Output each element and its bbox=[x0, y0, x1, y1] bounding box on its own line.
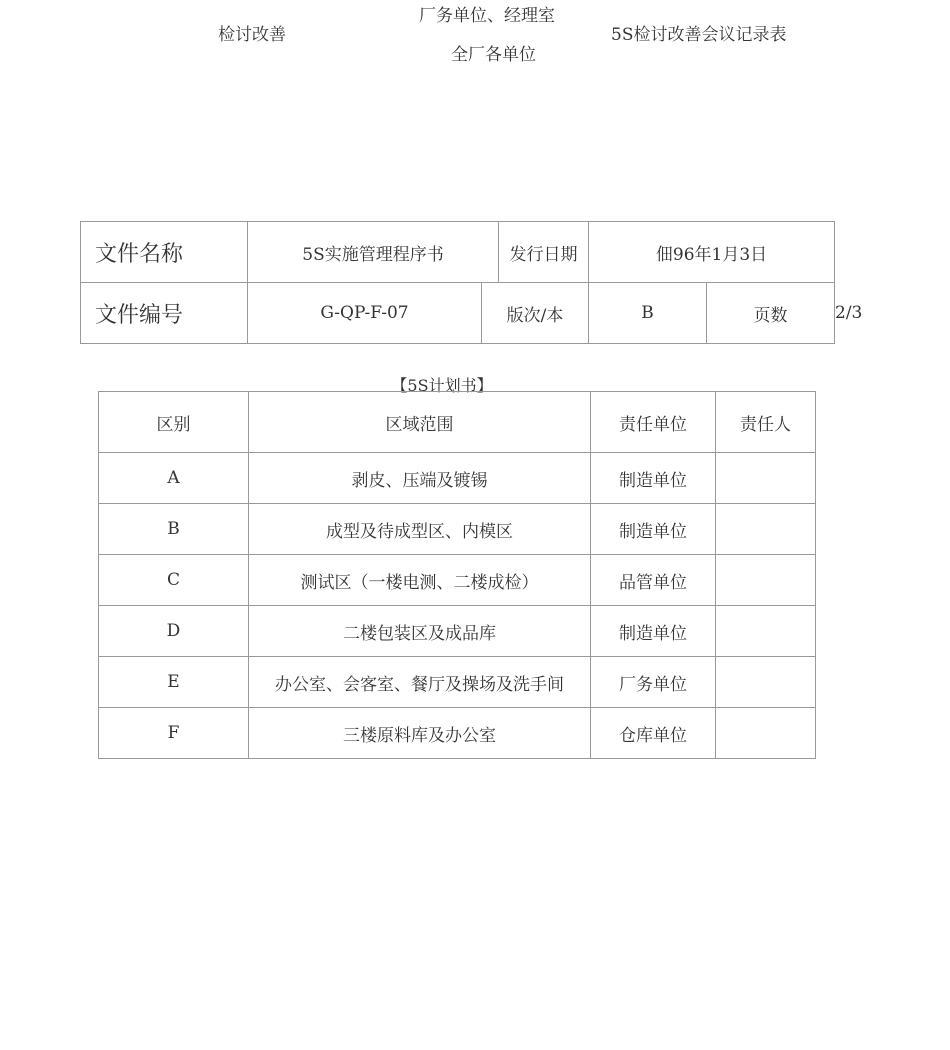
row-unit: 制造单位 bbox=[591, 504, 716, 555]
row-area: 成型及待成型区、内模区 bbox=[249, 504, 591, 555]
row-area: 办公室、会客室、餐厅及操场及洗手间 bbox=[249, 657, 591, 708]
row-code: F bbox=[99, 708, 249, 759]
plan-header-row bbox=[99, 392, 816, 453]
plan-table bbox=[98, 391, 816, 759]
issue-date-value: 佃96年1月3日 bbox=[589, 222, 835, 283]
row-unit: 制造单位 bbox=[591, 453, 716, 504]
issue-date-label: 发行日期 bbox=[499, 222, 589, 283]
version-value: B bbox=[589, 283, 707, 344]
row-person bbox=[716, 708, 816, 759]
version-label: 版次/本 bbox=[482, 283, 589, 344]
table-row bbox=[99, 708, 816, 759]
plan-header-person: 责任人 bbox=[716, 392, 816, 453]
row-code: C bbox=[99, 555, 249, 606]
table-row bbox=[99, 555, 816, 606]
row-person bbox=[716, 657, 816, 708]
row-person bbox=[716, 504, 816, 555]
table-row bbox=[99, 504, 816, 555]
row-unit: 品管单位 bbox=[591, 555, 716, 606]
row-code: D bbox=[99, 606, 249, 657]
plan-header-area: 区域范围 bbox=[249, 392, 591, 453]
row-unit: 制造单位 bbox=[591, 606, 716, 657]
file-name-value: 5S实施管理程序书 bbox=[248, 222, 499, 283]
header-fragment-form-title: 5S检讨改善会议记录表 bbox=[611, 25, 787, 45]
table-row bbox=[99, 453, 816, 504]
row-person bbox=[716, 453, 816, 504]
row-unit: 仓库单位 bbox=[591, 708, 716, 759]
header-fragment-departments: 厂务单位、经理室 bbox=[419, 6, 555, 26]
row-person bbox=[716, 555, 816, 606]
plan-header-unit: 责任单位 bbox=[591, 392, 716, 453]
row-code: A bbox=[99, 453, 249, 504]
row-unit: 厂务单位 bbox=[591, 657, 716, 708]
row-area: 二楼包装区及成品库 bbox=[249, 606, 591, 657]
file-number-value: G-QP-F-07 bbox=[248, 283, 482, 344]
row-area: 三楼原料库及办公室 bbox=[249, 708, 591, 759]
table-row bbox=[99, 606, 816, 657]
header-fragment-review: 检讨改善 bbox=[218, 25, 286, 45]
page-count-label: 页数 bbox=[707, 283, 835, 344]
plan-header-code: 区别 bbox=[99, 392, 249, 453]
file-number-label: 文件编号 bbox=[81, 283, 248, 344]
row-area: 测试区（一楼电测、二楼成检） bbox=[249, 555, 591, 606]
header-fragment-all-units: 全厂各单位 bbox=[451, 45, 536, 65]
plan-title: 【5S计划书】 bbox=[391, 376, 493, 395]
row-code: B bbox=[99, 504, 249, 555]
row-area: 剥皮、压端及镀锡 bbox=[249, 453, 591, 504]
table-row bbox=[99, 657, 816, 708]
document-info-table: 文件名称 5S实施管理程序书 发行日期 佃96年1月3日 文件编号 G-QP-F-07 版次/本 B 页数 2/3 bbox=[80, 221, 835, 344]
file-name-label: 文件名称 bbox=[81, 222, 248, 283]
row-code: E bbox=[99, 657, 249, 708]
row-person bbox=[716, 606, 816, 657]
